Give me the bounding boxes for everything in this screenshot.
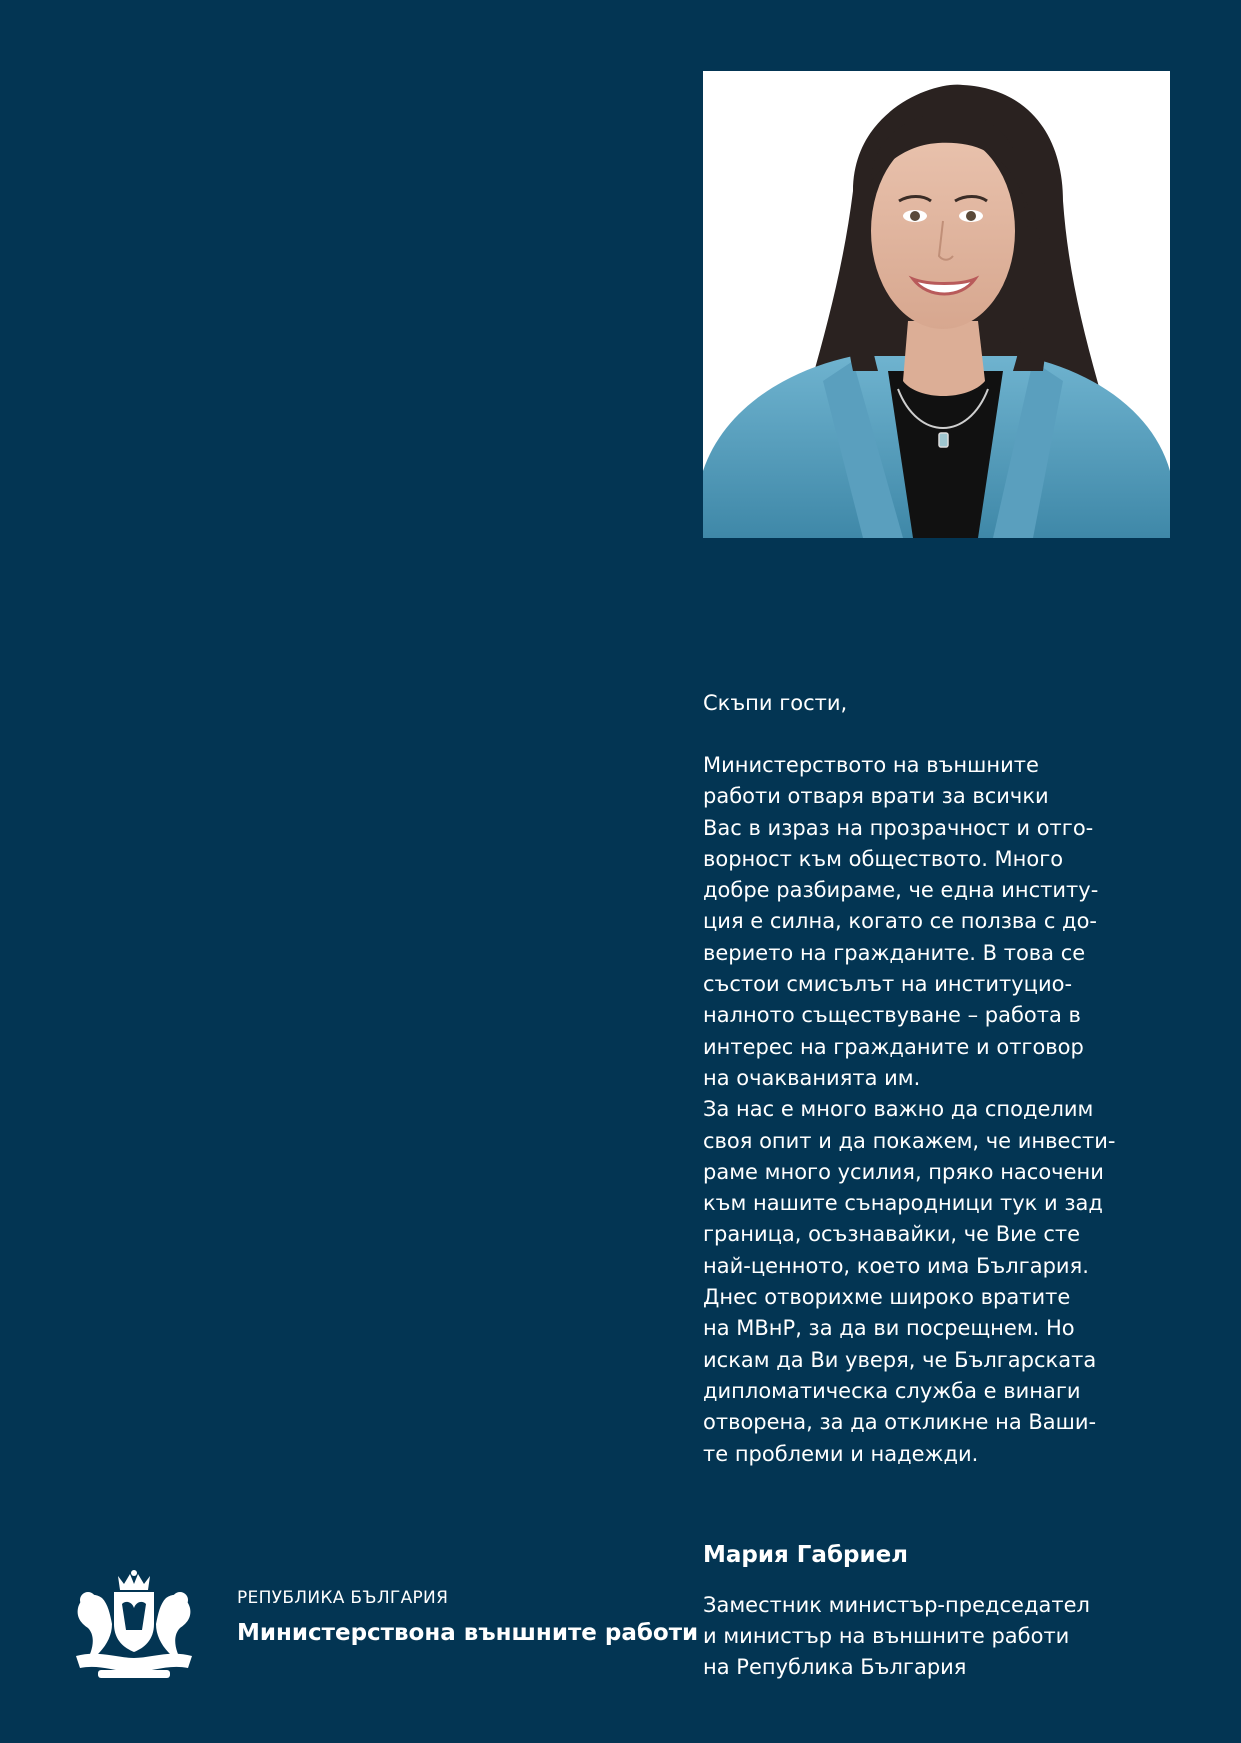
letter-line: Министерството на външните: [703, 753, 1039, 777]
country-name: РЕПУБЛИКА БЪЛГАРИЯ: [237, 1588, 449, 1608]
letter-line: на очакванията им.: [703, 1065, 921, 1090]
portrait-photo: [703, 71, 1170, 538]
ministry-label: [237, 1586, 698, 1648]
letter-line: ворност към обществото. Много: [703, 846, 1064, 871]
letter-line: състои смисълът на институцио-: [703, 972, 1073, 997]
letter-line: Вас в израз на прозрачност и отго-: [703, 815, 1094, 840]
letter-line: най-ценното, което има България.: [703, 1253, 1089, 1278]
letter-line: налното съществуване – работа в: [703, 1003, 1081, 1028]
letter-line: искам да Ви уверя, че Българската: [703, 1347, 1097, 1372]
letter-line: раме много усилия, пряко насочени: [703, 1159, 1104, 1184]
letter-line: към нашите сънародници тук и зад: [703, 1191, 1103, 1216]
ministry-name: [237, 1618, 698, 1648]
letter-line: на МВнР, за да ви посрещнем. Но: [703, 1316, 1075, 1341]
letter-line: ция е силна, когато се ползва с до-: [703, 909, 1097, 934]
coat-of-arms-icon: [68, 1570, 200, 1682]
letter-greeting: Скъпи гости,: [703, 691, 848, 715]
letter-line: верието на гражданите. В това се: [703, 940, 1086, 965]
letter-line: граница, осъзнавайки, че Вие сте: [703, 1222, 1081, 1247]
signatory-title-line: Заместник министър-председател: [703, 1593, 1090, 1617]
signatory-title: [703, 1590, 1203, 1683]
ministry-name-line: Министерство: [237, 1620, 425, 1646]
signatory-name: Мария Габриел: [703, 1542, 909, 1568]
letter-line: те проблеми и надежди.: [703, 1441, 979, 1466]
letter-body: [703, 750, 1183, 1470]
letter-line: дипломатическа служба е винаги: [703, 1378, 1081, 1403]
letter-line: За нас е много важно да споделим: [703, 1097, 1094, 1122]
letter-line: интерес на гражданите и отговор: [703, 1034, 1084, 1059]
welcome-letter: [703, 688, 1183, 1470]
letter-line: Днес отворихме широко вратите: [703, 1285, 1071, 1310]
letter-line: работи отваря врати за всички: [703, 784, 1049, 809]
signature-block: [703, 1540, 1203, 1683]
letter-line: добре разбираме, че една институ-: [703, 878, 1099, 903]
signatory-title-line: на Република България: [703, 1655, 967, 1679]
letter-line: своя опит и да покажем, че инвести-: [703, 1128, 1116, 1153]
portrait-image: [703, 71, 1170, 538]
signatory-title-line: и министър на външните работи: [703, 1624, 1070, 1648]
letter-line: отворена, за да откликне на Ваши-: [703, 1410, 1097, 1435]
ministry-name-line: на външните работи: [424, 1620, 699, 1646]
